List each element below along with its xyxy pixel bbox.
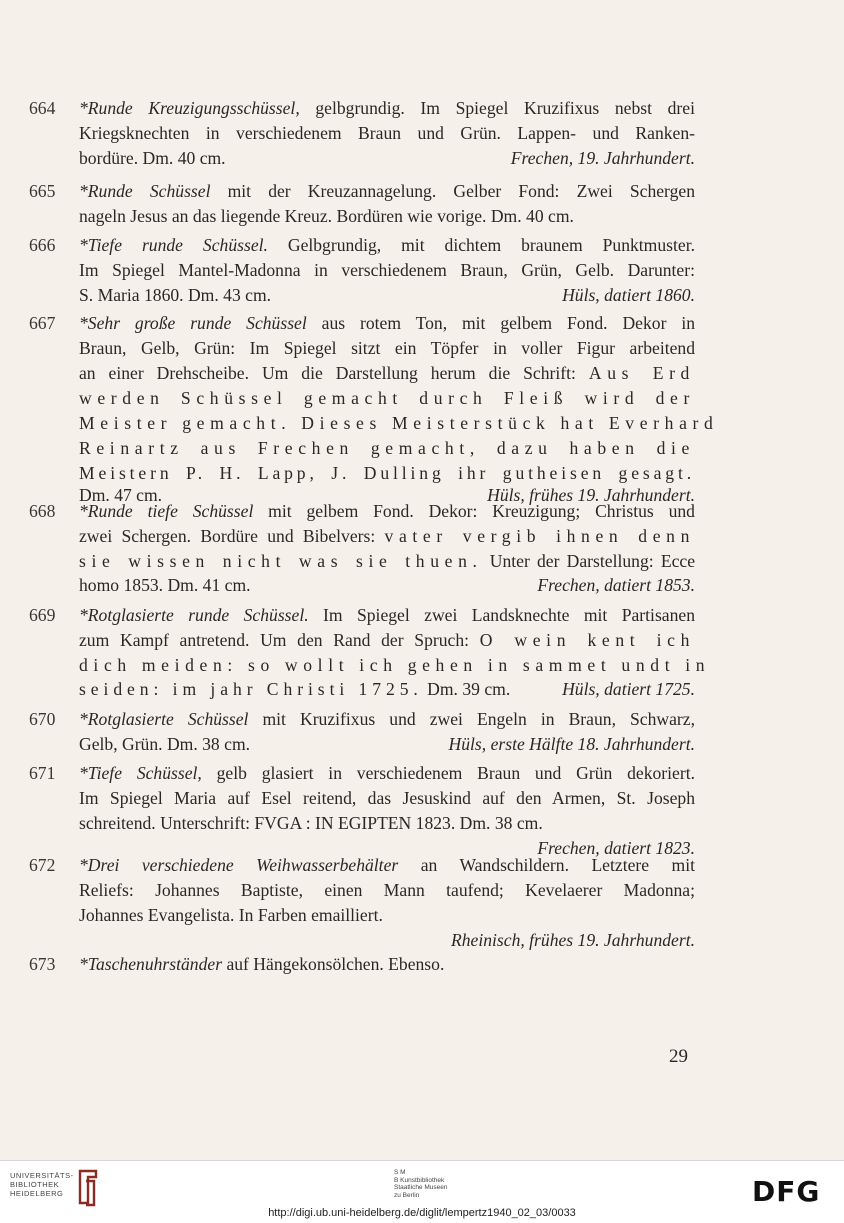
entry-line: *Sehr große runde Schüssel aus rotem Ton, mit gelbem Fond. Dekor in xyxy=(79,313,696,333)
entry-line: *Taschenuhrständer auf Hängekonsölchen. Ebenso. xyxy=(79,954,445,974)
entry-number: 668 xyxy=(29,501,56,521)
entry-line: seiden: im jahr Christi 1725. Dm. 39 cm. Hüls, datiert 1725. xyxy=(79,679,695,699)
entry-number: 665 xyxy=(29,181,56,201)
entry-number: 673 xyxy=(29,954,56,974)
entry-line: schreitend. Unterschrift: FVGA : IN EGIPTEN 1823. Dm. 38 cm. xyxy=(79,813,543,833)
entry-line: *Rotglasierte Schüssel mit Kruzifixus und zwei Engeln in Braun, Schwarz, xyxy=(79,709,695,729)
entry-line: Dm. 47 cm. Hüls, frühes 19. Jahrhundert. xyxy=(79,485,695,505)
entry-line: Reinartz aus Frechen gemacht, dazu haben die xyxy=(79,438,695,458)
entry-line: bordüre. Dm. 40 cm. Frechen, 19. Jahrhundert. xyxy=(79,148,695,168)
entry-line: nageln Jesus an das liegende Kreuz. Bordüren wie vorige. Dm. 40 cm. xyxy=(79,206,574,226)
entry-line: Gelb, Grün. Dm. 38 cm. Hüls, erste Hälfte 18. Jahrhundert. xyxy=(79,734,695,754)
entry-line: Im Spiegel Maria auf Esel reitend, das Jesuskind auf den Armen, St. Joseph xyxy=(79,788,695,808)
provenance: Hüls, erste Hälfte 18. Jahrhundert. xyxy=(448,734,695,754)
entry-line: Meistern P. H. Lapp, J. Dulling ihr gutheisen gesagt. xyxy=(79,463,695,483)
permalink-url[interactable]: http://digi.ub.uni-heidelberg.de/diglit/lempertz1940_02_03/0033 xyxy=(268,1207,576,1219)
entry-line: *Tiefe runde Schüssel. Gelbgrundig, mit dichtem braunem Punktmuster. xyxy=(79,235,695,255)
university-seal-icon xyxy=(74,1167,102,1207)
dfg-logo[interactable]: DFG xyxy=(752,1175,821,1208)
entry-line: zum Kampf antretend. Um den Rand der Spruch: O wein kent ich xyxy=(79,630,696,650)
page-number: 29 xyxy=(669,1046,688,1067)
entry-number: 667 xyxy=(29,313,56,333)
entry-line: sie wissen nicht was sie thuen. Unter der Darstellung: Ecce xyxy=(79,551,695,571)
entry-number: 666 xyxy=(29,235,56,255)
entry-number: 672 xyxy=(29,855,56,875)
viewer-footer xyxy=(0,1160,844,1223)
provenance: Frechen, datiert 1823. xyxy=(537,838,695,858)
entry-number: 670 xyxy=(29,709,56,729)
entry-line: Reliefs: Johannes Baptiste, einen Mann taufend; Kevelaerer Madonna; xyxy=(79,880,695,900)
provenance: Frechen, datiert 1853. xyxy=(537,575,695,595)
entry-line: Im Spiegel Mantel-Madonna in verschiedenem Braun, Grün, Gelb. Darunter: xyxy=(79,260,695,280)
provenance: Hüls, frühes 19. Jahrhundert. xyxy=(487,485,695,505)
entry-line: Meister gemacht. Dieses Meisterstück hat Everhard xyxy=(79,413,719,433)
university-library-logo[interactable]: UNIVERSITÄTS- BIBLIOTHEK HEIDELBERG xyxy=(10,1171,74,1198)
entry-line: werden Schüssel gemacht durch Fleiß wird der xyxy=(79,388,695,408)
entry-line: Braun, Gelb, Grün: Im Spiegel sitzt ein Töpfer in voller Figur arbeitend xyxy=(79,338,695,358)
entry-line: *Rotglasierte runde Schüssel. Im Spiegel zwei Landsknechte mit Partisanen xyxy=(79,605,695,625)
entry-line: *Runde tiefe Schüssel mit gelbem Fond. Dekor: Kreuzigung; Christus und xyxy=(79,501,695,521)
entry-line: S. Maria 1860. Dm. 43 cm. Hüls, datiert 1860. xyxy=(79,285,695,305)
entry-line: zwei Schergen. Bordüre und Bibelvers: vater vergib ihnen denn xyxy=(79,526,695,546)
smb-kunstbibliothek-logo[interactable]: S M B Kunstbibliothek Staatliche Museen zu Berlin xyxy=(394,1169,448,1199)
entry-line: *Runde Kreuzigungsschüssel, gelbgrundig. Im Spiegel Kruzifixus nebst drei xyxy=(79,98,695,118)
provenance: Frechen, 19. Jahrhundert. xyxy=(510,148,695,168)
entry-line: Kriegsknechten in verschiedenem Braun und Grün. Lappen- und Ranken- xyxy=(79,123,695,143)
entry-line: homo 1853. Dm. 41 cm. Frechen, datiert 1853. xyxy=(79,575,695,595)
provenance: Rheinisch, frühes 19. Jahrhundert. xyxy=(450,930,695,950)
entry-line: Johannes Evangelista. In Farben emailliert. xyxy=(79,905,383,925)
provenance: Hüls, datiert 1725. xyxy=(562,679,695,699)
entry-line: dich meiden: so wollt ich gehen in sammet undt in xyxy=(79,655,711,675)
entry-number: 664 xyxy=(29,98,56,118)
entry-line: *Runde Schüssel mit der Kreuzannagelung. Gelber Fond: Zwei Schergen xyxy=(79,181,695,201)
provenance: Hüls, datiert 1860. xyxy=(562,285,695,305)
entry-line: *Tiefe Schüssel, gelb glasiert in verschiedenem Braun und Grün dekoriert. xyxy=(79,763,695,783)
entry-line: *Drei verschiedene Weihwasserbehälter an Wandschildern. Letztere mit xyxy=(79,855,695,875)
entry-line: an einer Drehscheibe. Um die Darstellung herum die Schrift: Aus Erd xyxy=(79,363,695,383)
entry-number: 671 xyxy=(29,763,56,783)
entry-number: 669 xyxy=(29,605,56,625)
